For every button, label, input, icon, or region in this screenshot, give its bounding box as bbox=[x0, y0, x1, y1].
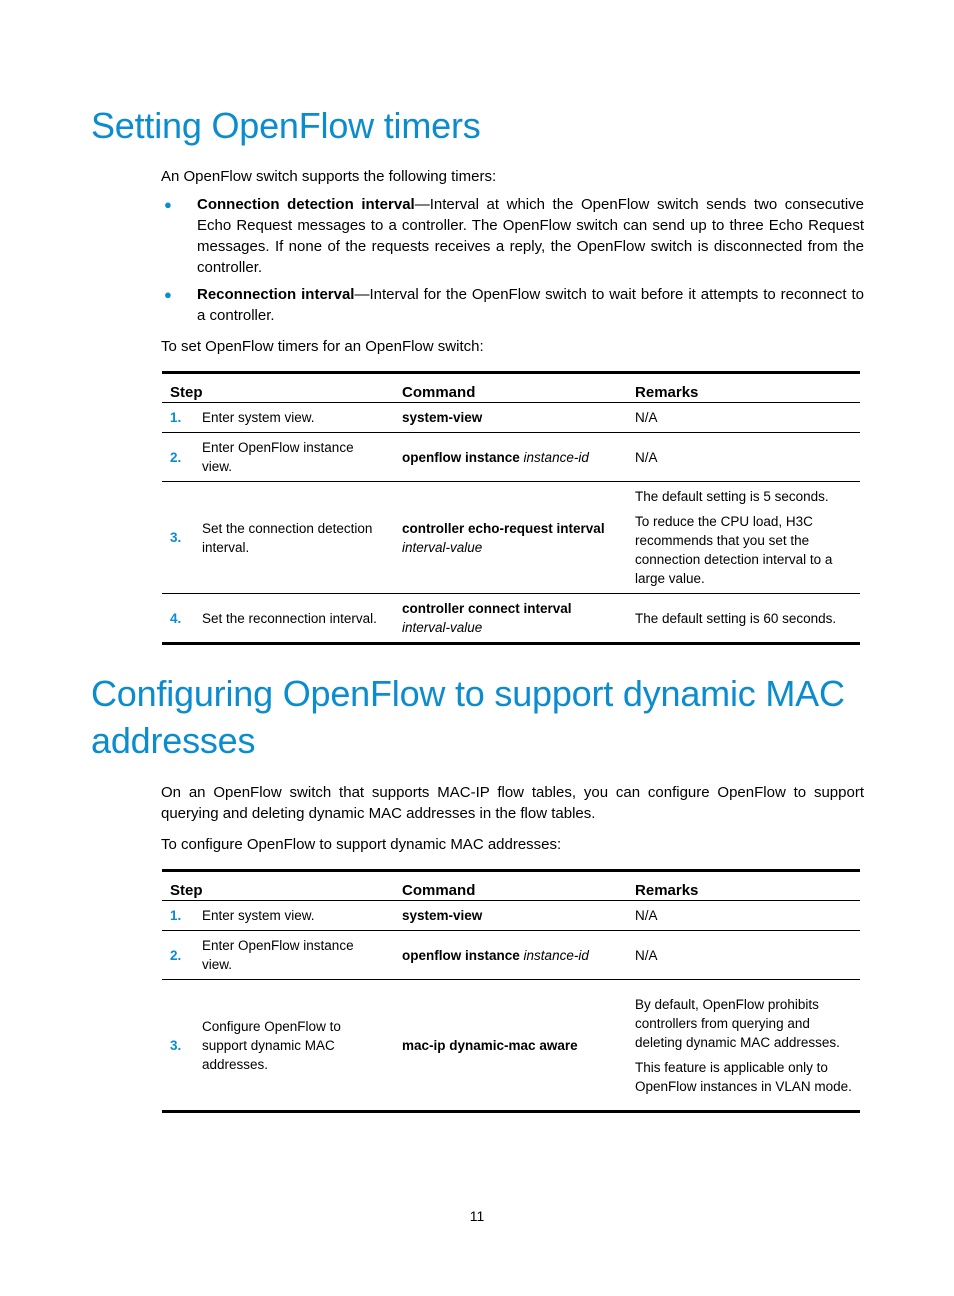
header-remarks: Remarks bbox=[627, 373, 860, 403]
table-row bbox=[162, 403, 860, 433]
remark-text: The default setting is 60 seconds. bbox=[635, 610, 837, 626]
step-number: 1. bbox=[162, 901, 194, 931]
remarks bbox=[627, 433, 860, 482]
section-title-dynamic-mac: Configuring OpenFlow to support dynamic MAC addresses bbox=[91, 673, 845, 761]
step-text: Enter OpenFlow instance view. bbox=[194, 931, 394, 980]
dynamic-mac-intro: On an OpenFlow switch that supports MAC-IP flow tables, you can configure OpenFlow to support querying and deleting dynamic MAC addresses in the flow tables. bbox=[161, 784, 864, 822]
table-row bbox=[162, 433, 860, 482]
dynamic-mac-table bbox=[162, 869, 860, 1113]
remark-text: N/A bbox=[635, 410, 658, 425]
table-row bbox=[162, 901, 860, 931]
remark-text: The default setting is 5 seconds. bbox=[635, 489, 829, 504]
step-number: 3. bbox=[162, 482, 194, 594]
bullet-term: Connection detection interval bbox=[197, 196, 415, 213]
command-argument: instance-id bbox=[523, 947, 589, 963]
command bbox=[394, 403, 627, 433]
step-number: 3. bbox=[162, 980, 194, 1112]
header-remarks: Remarks bbox=[627, 871, 860, 901]
step-number: 2. bbox=[162, 433, 194, 482]
command-argument: interval-value bbox=[402, 620, 483, 635]
header-command: Command bbox=[394, 373, 627, 403]
command bbox=[394, 980, 627, 1112]
step-number: 4. bbox=[162, 594, 194, 644]
timers-lead: To set OpenFlow timers for an OpenFlow switch: bbox=[161, 338, 484, 355]
remarks bbox=[627, 980, 860, 1112]
remarks bbox=[627, 594, 860, 644]
header-command: Command bbox=[394, 871, 627, 901]
command bbox=[394, 482, 627, 594]
step-text: Set the connection detection interval. bbox=[194, 482, 394, 594]
bullet-connection-detection bbox=[161, 194, 864, 278]
bullet-icon: ● bbox=[164, 197, 172, 212]
command-keyword: system-view bbox=[402, 410, 483, 425]
remark-text: To reduce the CPU load, H3C recommends that you set the connection detection interval to a large value. bbox=[635, 514, 833, 586]
command-keyword: controller connect interval bbox=[402, 601, 572, 616]
remark-text: N/A bbox=[635, 449, 658, 465]
bullet-text: —Interval for the OpenFlow switch to wait before it attempts to reconnect to a controller. bbox=[197, 286, 865, 324]
command-argument: interval-value bbox=[402, 539, 483, 555]
step-text: Enter OpenFlow instance view. bbox=[194, 433, 394, 482]
step-text: Enter system view. bbox=[194, 901, 394, 931]
page-number: 11 bbox=[469, 1208, 485, 1224]
bullet-term: Reconnection interval bbox=[197, 286, 355, 303]
remarks bbox=[627, 403, 860, 433]
remark-text: By default, OpenFlow prohibits controllers from querying and deleting dynamic MAC addresses. bbox=[635, 996, 840, 1050]
command bbox=[394, 433, 627, 482]
command-argument: instance-id bbox=[523, 449, 589, 465]
bullet-reconnection bbox=[161, 284, 864, 326]
step-text: Configure OpenFlow to support dynamic MAC addresses. bbox=[194, 980, 394, 1112]
bullet-icon: ● bbox=[164, 287, 172, 302]
remarks bbox=[627, 482, 860, 594]
bullet-text: —Interval at which the OpenFlow switch sends two consecutive Echo Request messages to a controller. The OpenFlow switch can send up to three Echo Request messages. If none of the requests receives a reply, the OpenFlow switch is disconnected from the controller. bbox=[197, 196, 864, 276]
remarks bbox=[627, 931, 860, 980]
command-keyword: system-view bbox=[402, 908, 483, 923]
table-row bbox=[162, 482, 860, 594]
command bbox=[394, 594, 627, 644]
remark-text: N/A bbox=[635, 908, 658, 923]
step-number: 1. bbox=[162, 403, 194, 433]
section-title-timers: Setting OpenFlow timers bbox=[91, 105, 481, 146]
command bbox=[394, 931, 627, 980]
timers-intro: An OpenFlow switch supports the following timers: bbox=[161, 168, 497, 185]
step-text: Enter system view. bbox=[194, 403, 394, 433]
command-keyword: controller echo-request interval bbox=[402, 520, 605, 536]
header-step: Step bbox=[162, 373, 394, 403]
step-number: 2. bbox=[162, 931, 194, 980]
step-text: Set the reconnection interval. bbox=[194, 594, 394, 644]
command-keyword: mac-ip dynamic-mac aware bbox=[402, 1037, 578, 1053]
command-keyword: openflow instance bbox=[402, 947, 520, 963]
timers-table bbox=[162, 371, 860, 645]
remarks bbox=[627, 901, 860, 931]
header-step: Step bbox=[162, 871, 394, 901]
table-row bbox=[162, 980, 860, 1112]
remark-text: This feature is applicable only to OpenFlow instances in VLAN mode. bbox=[635, 1059, 852, 1094]
table-row bbox=[162, 931, 860, 980]
command-keyword: openflow instance bbox=[402, 449, 520, 465]
remark-text: N/A bbox=[635, 947, 658, 963]
dynamic-mac-lead: To configure OpenFlow to support dynamic MAC addresses: bbox=[161, 836, 562, 853]
command bbox=[394, 901, 627, 931]
table-row bbox=[162, 594, 860, 644]
